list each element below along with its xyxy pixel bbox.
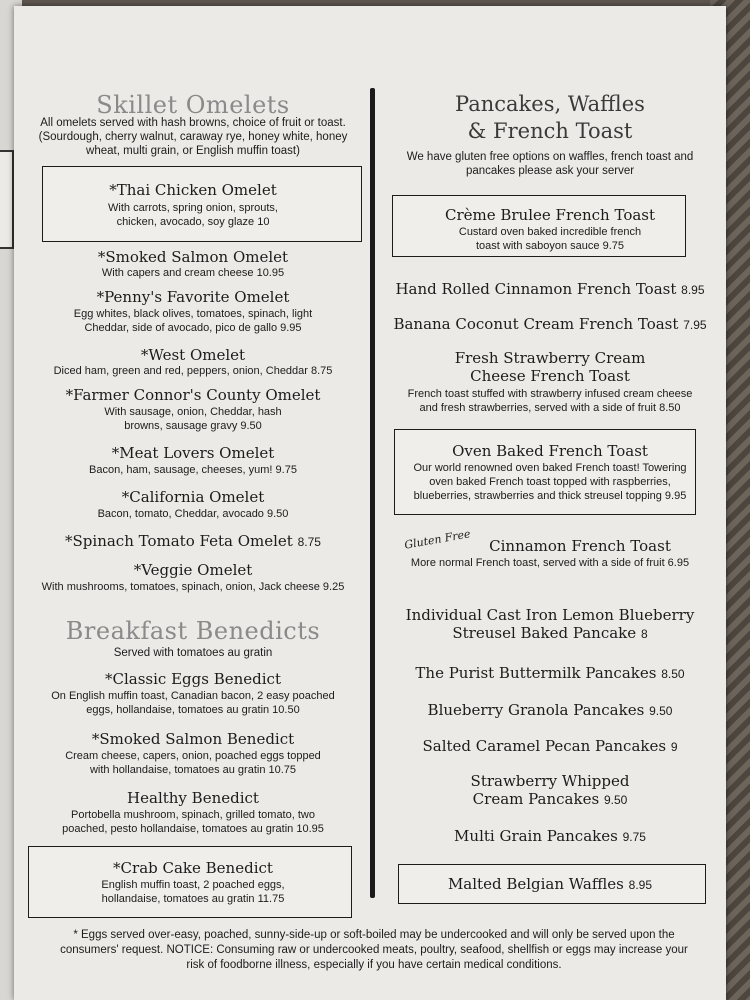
menu-page xyxy=(14,6,726,1000)
menu-item-desc: With capers and cream cheese 10.95 xyxy=(101,267,285,279)
left-page-flap xyxy=(0,150,14,249)
menu-item-name xyxy=(382,664,718,683)
menu-item-name: *Veggie Omelet xyxy=(133,561,253,579)
menu-item-name xyxy=(382,280,718,299)
menu-item-desc: Bacon, ham, sausage, cheeses, yum! 9.75 xyxy=(89,464,297,476)
menu-item-name xyxy=(462,772,638,809)
menu-item-name: Oven Baked French Toast xyxy=(452,442,648,460)
menu-item-name-text: Strawberry Whipped Cream Pancakes xyxy=(470,772,630,808)
menu-item-price: 8.95 xyxy=(681,283,705,297)
menu-item-name-text: The Purist Buttermilk Pancakes xyxy=(415,664,657,682)
menu-item-price: 9 xyxy=(670,740,678,754)
menu-item-name: *Meat Lovers Omelet xyxy=(111,444,275,462)
menu-item-name-text: *Spinach Tomato Feta Omelet xyxy=(65,532,293,550)
menu-item-name xyxy=(402,606,698,643)
menu-item-name: *California Omelet xyxy=(121,488,265,506)
menu-item-desc: Diced ham, green and red, peppers, onion, Cheddar 8.75 xyxy=(53,365,333,377)
menu-item-name: *Thai Chicken Omelet xyxy=(109,181,277,199)
menu-item-desc: More normal French toast, served with a side of fruit 6.95 xyxy=(410,557,690,569)
menu-item-desc: Custard oven baked incredible french toast with saboyon sauce 9.75 xyxy=(458,226,642,252)
menu-item-desc: On English muffin toast, Canadian bacon, 2 easy poached eggs, hollandaise, tomatoes au gratin 10.50 xyxy=(51,690,335,716)
menu-item-name xyxy=(382,875,718,894)
menu-item-name: *Crab Cake Benedict xyxy=(113,859,273,877)
menu-item-desc: With sausage, onion, Cheddar, hash browns, sausage gravy 9.50 xyxy=(104,406,282,432)
menu-item-name-text: Individual Cast Iron Lemon Blueberry Streusel Baked Pancake xyxy=(405,606,695,642)
menu-item-name: Fresh Strawberry Cream Cheese French Toast xyxy=(454,349,646,385)
menu-item-price: 8.75 xyxy=(297,535,321,549)
menu-item-desc: Bacon, tomato, Cheddar, avocado 9.50 xyxy=(97,508,289,520)
breakfast-benedicts-title: Breakfast Benedicts xyxy=(65,617,321,645)
menu-item-name: *Farmer Connor's County Omelet xyxy=(65,386,321,404)
pancakes-intro: We have gluten free options on waffles, french toast and pancakes please ask your server xyxy=(406,151,694,177)
menu-item-desc: Cream cheese, capers, onion, poached eggs topped with hollandaise, tomatoes au gratin 10.75 xyxy=(65,750,321,776)
menu-item-name: *West Omelet xyxy=(140,346,246,364)
menu-item-price: 9.50 xyxy=(603,793,628,807)
menu-item-desc: With carrots, spring onion, sprouts, chicken, avocado, soy glaze 10 xyxy=(108,202,278,228)
pancakes-title-line1: Pancakes, Waffles xyxy=(455,92,645,116)
gluten-free-tag: Gluten Free xyxy=(403,527,472,552)
menu-item-price: 7.95 xyxy=(683,318,707,332)
menu-item-name xyxy=(382,701,718,720)
menu-item-desc: Portobella mushroom, spinach, grilled tomato, two poached, pesto hollandaise, tomatoes au gratin 10.95 xyxy=(62,809,324,835)
menu-item-name: *Classic Eggs Benedict xyxy=(105,670,281,688)
menu-item-name: *Penny's Favorite Omelet xyxy=(96,288,290,306)
column-divider xyxy=(370,88,375,898)
menu-item-name-text: Blueberry Granola Pancakes xyxy=(427,701,645,719)
menu-item-name xyxy=(382,315,718,334)
menu-item-name: *Smoked Salmon Benedict xyxy=(91,730,295,748)
menu-item-price: 8 xyxy=(640,627,648,641)
menu-item-name-text: Salted Caramel Pecan Pancakes xyxy=(422,737,667,755)
benedicts-intro: Served with tomatoes au gratin xyxy=(113,647,273,659)
menu-item-desc: Our world renowned oven baked French toast! Towering oven baked French toast topped with raspberries, blueberries, strawberries and thick streusel topping 9.95 xyxy=(413,462,687,502)
menu-item-name-text: Banana Coconut Cream French Toast xyxy=(393,315,679,333)
skillet-omelets-intro: All omelets served with hash browns, choice of fruit or toast. (Sourdough, cherry walnut, caraway rye, honey white, honey wheat, multi grain, or English muffin toast) xyxy=(38,117,348,157)
menu-item-price: 9.50 xyxy=(649,704,673,718)
menu-item-name-text: Hand Rolled Cinnamon French Toast xyxy=(395,280,677,298)
menu-item-price: 9.75 xyxy=(622,830,646,844)
pancakes-title-line2: & French Toast xyxy=(467,119,633,143)
menu-item-desc: French toast stuffed with strawberry infused cream cheese and fresh strawberries, served with a side of fruit 8.50 xyxy=(407,388,693,414)
menu-item-name-text: Multi Grain Pancakes xyxy=(454,827,618,845)
menu-item-desc: English muffin toast, 2 poached eggs, hollandaise, tomatoes au gratin 11.75 xyxy=(101,879,285,905)
menu-item-name: Healthy Benedict xyxy=(127,789,259,807)
menu-item-desc: With mushrooms, tomatoes, spinach, onion, Jack cheese 9.25 xyxy=(41,581,345,593)
skillet-omelets-title: Skillet Omelets xyxy=(96,91,290,119)
menu-item-name: *Smoked Salmon Omelet xyxy=(97,248,289,266)
menu-item-name xyxy=(382,737,718,756)
menu-item-name: Crème Brulee French Toast xyxy=(444,206,656,224)
menu-item-name-text: Malted Belgian Waffles xyxy=(447,875,624,893)
menu-item-name: Cinnamon French Toast xyxy=(489,537,671,555)
footer-notice: * Eggs served over-easy, poached, sunny-side-up or soft-boiled may be undercooked and will only be served upon the consumers' request. NOTICE: Consuming raw or undercooked meats, poultry, seafood, shellfish or eggs may increase your risk of foodborne illness, especially if you have certain medical conditions. xyxy=(60,929,688,971)
menu-item-desc: Egg whites, black olives, tomatoes, spinach, light Cheddar, side of avocado, pico de gallo 9.95 xyxy=(73,308,313,334)
menu-item-price: 8.50 xyxy=(661,667,685,681)
menu-item-name xyxy=(382,827,718,846)
menu-item-price: 8.95 xyxy=(628,878,653,892)
menu-item-name xyxy=(28,532,358,551)
